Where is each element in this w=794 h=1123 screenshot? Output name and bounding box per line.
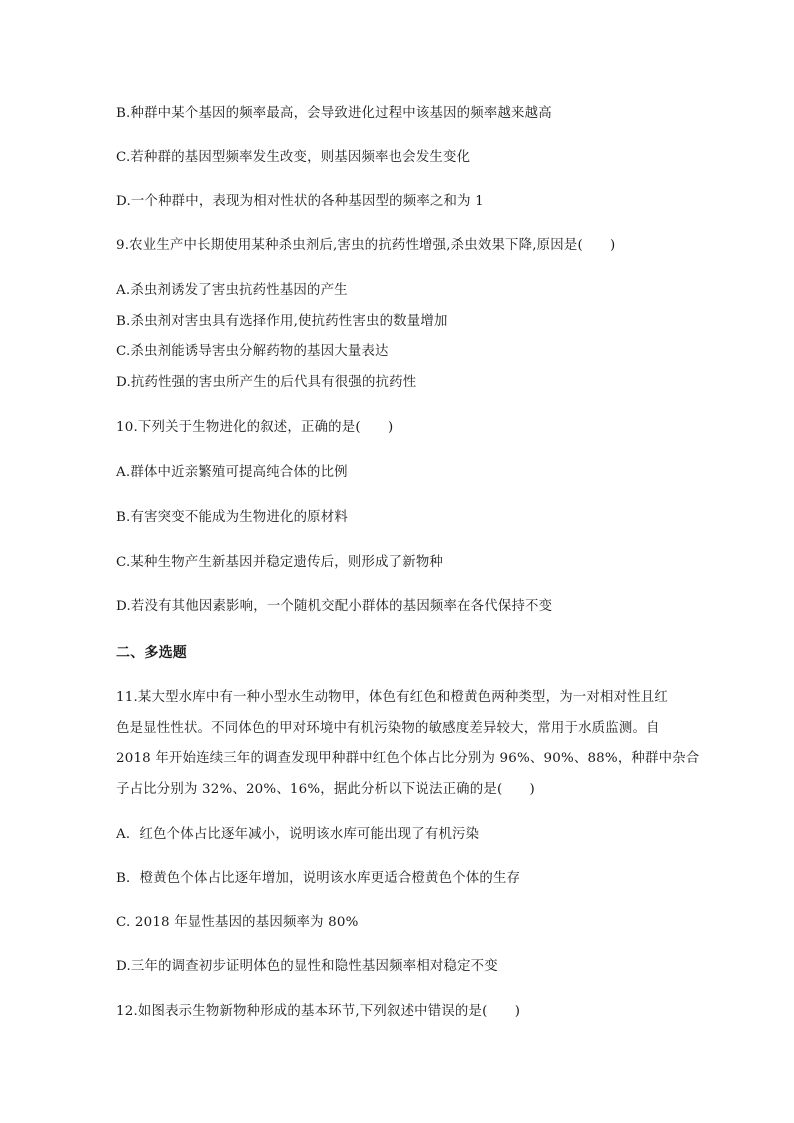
q11-option-d: D.三年的调查初步证明体色的显性和隐性基因频率相对稳定不变 — [116, 959, 498, 974]
q9-option-a: A.杀虫剂诱发了害虫抗药性基因的产生 — [116, 283, 348, 298]
section-heading: 二、多选题 — [116, 645, 187, 661]
q8-option-c: C.若种群的基因型频率发生改变，则基因频率也会发生变化 — [116, 150, 471, 165]
q10-option-d: D.若没有其他因素影响，一个随机交配小群体的基因频率在各代保持不变 — [116, 599, 553, 614]
q8-option-b: B.种群中某个基因的频率最高，会导致进化过程中该基因的频率越来越高 — [116, 106, 552, 121]
q10-option-c: C.某种生物产生新基因并稳定遗传后，则形成了新物种 — [116, 555, 444, 570]
q11-stem-line-2: 色是显性性状。不同体色的甲对环境中有机污染物的敏感度差异较大，常用于水质监测。自 — [116, 721, 660, 736]
q9-stem: 9.农业生产中长期使用某种杀虫剂后,害虫的抗药性增强,杀虫效果下降,原因是( ) — [116, 238, 616, 253]
q10-stem: 10.下列关于生物进化的叙述，正确的是( ) — [116, 420, 394, 435]
q9-option-c: C.杀虫剂能诱导害虫分解药物的基因大量表达 — [116, 344, 389, 359]
q11-option-c: C. 2018 年显性基因的基因频率为 80% — [116, 915, 359, 930]
q11-stem-line-1: 11.某大型水库中有一种小型水生动物甲，体色有红色和橙黄色两种类型，为一对相对性且红 — [116, 690, 668, 705]
q10-option-b: B.有害突变不能成为生物进化的原材料 — [116, 510, 348, 525]
q9-option-d: D.抗药性强的害虫所产生的后代具有很强的抗药性 — [116, 375, 417, 390]
q11-option-a: A．红色个体占比逐年减小，说明该水库可能出现了有机污染 — [116, 827, 480, 842]
q11-stem-line-4: 子占比分别为 32%、20%、16%，据此分析以下说法正确的是( ) — [116, 782, 535, 797]
q11-option-b: B．橙黄色个体占比逐年增加，说明该水库更适合橙黄色个体的生存 — [116, 871, 521, 886]
q12-stem: 12.如图表示生物新物种形成的基本环节,下列叙述中错误的是( ) — [116, 1004, 521, 1019]
q9-option-b: B.杀虫剂对害虫具有选择作用,使抗药性害虫的数量增加 — [116, 314, 448, 329]
q8-option-d: D.一个种群中，表现为相对性状的各种基因型的频率之和为 1 — [116, 194, 484, 209]
q11-stem-line-3: 2018 年开始连续三年的调查发现甲种群中红色个体占比分别为 96%、90%、88%，种群中杂合 — [116, 751, 700, 766]
q10-option-a: A.群体中近亲繁殖可提高纯合体的比例 — [116, 465, 348, 480]
